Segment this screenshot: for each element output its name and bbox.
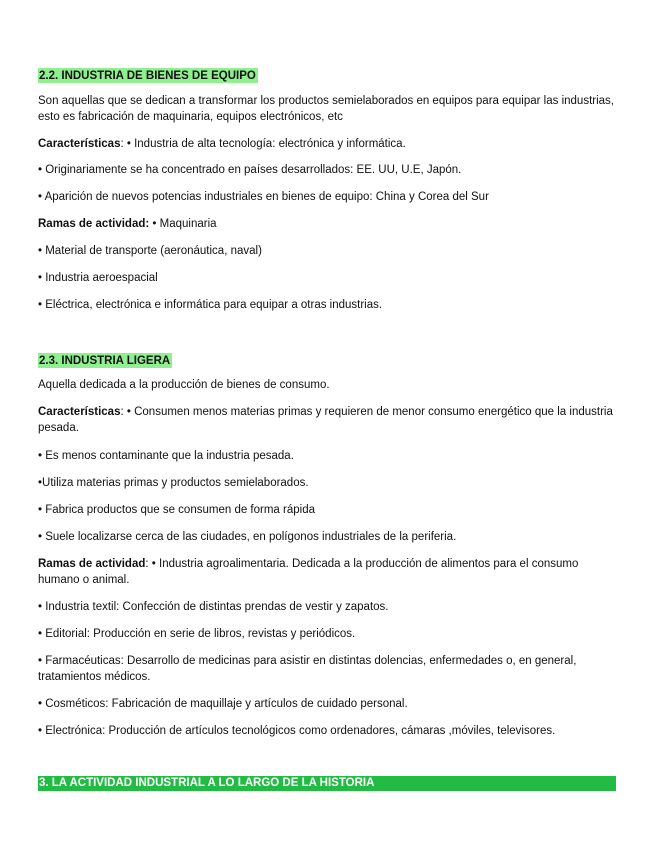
bullet-item: • Eléctrica, electrónica e informática para equipar a otras industrias.	[38, 299, 383, 311]
branches-label: Ramas de actividad	[38, 558, 146, 570]
bullet-item: • Aparición de nuevos potencias industriales en bienes de equipo: China y Corea del Sur	[38, 191, 489, 203]
characteristics-label: Características	[38, 138, 121, 150]
branches-item: • Maquinaria	[149, 218, 217, 230]
bullet-item: • Cosméticos: Fabricación de maquillaje y artículos de cuidado personal.	[38, 698, 408, 710]
section-2-3-branches	[38, 556, 618, 588]
section-heading-2-2-wrap	[38, 66, 618, 84]
bullet-item: • Editorial: Producción en serie de libros, revistas y periódicos.	[38, 628, 356, 640]
section-2-2-branches	[38, 216, 618, 232]
branches-label: Ramas de actividad:	[38, 218, 150, 230]
section-heading-2-3-wrap	[38, 351, 618, 369]
section-2-2-intro: Son aquellas que se dedican a transformar los productos semielaborados en equipos para equipar las industrias, esto es fabricación de maquinaria, equipos electrónicos, etc	[38, 95, 614, 123]
bullet-item: • Fabrica productos que se consumen de forma rápida	[38, 504, 315, 516]
characteristics-item: : • Industria de alta tecnología: electrónica y informática.	[120, 138, 406, 150]
branches-item: : • Industria agroalimentaria. Dedicada a la producción de alimentos para el consumo humano o animal.	[38, 558, 579, 586]
bullet-item: • Electrónica: Producción de artículos tecnológicos como ordenadores, cámaras ,móviles, televisores.	[38, 725, 556, 737]
bullet-item: • Industria textil: Confección de distintas prendas de vestir y zapatos.	[38, 601, 389, 613]
bullet-item: • Suele localizarse cerca de las ciudades, en polígonos industriales de la periferia.	[38, 531, 457, 543]
bullet-item: • Material de transporte (aeronáutica, naval)	[38, 245, 262, 257]
characteristics-item: : • Consumen menos materias primas y requieren de menor consumo energético que la industria pesada.	[38, 406, 613, 434]
bullet-item: •Utiliza materias primas y productos semielaborados.	[38, 477, 309, 489]
section-2-2-characteristics	[38, 136, 618, 152]
section-2-3-characteristics	[38, 404, 618, 436]
section-heading-2-3: 2.3. INDUSTRIA LIGERA	[39, 355, 171, 367]
bullet-item: • Originariamente se ha concentrado en países desarrollados: EE. UU, U.E, Japón.	[38, 164, 462, 176]
section-heading-2-2: 2.2. INDUSTRIA DE BIENES DE EQUIPO	[39, 70, 256, 82]
section-2-3-intro: Aquella dedicada a la producción de bienes de consumo.	[38, 379, 330, 391]
bullet-item: • Industria aeroespacial	[38, 272, 158, 284]
bullet-item: • Es menos contaminante que la industria pesada.	[38, 450, 294, 462]
characteristics-label: Características	[38, 406, 121, 418]
section-heading-3: 3. LA ACTIVIDAD INDUSTRIAL A LO LARGO DE LA HISTORIA	[38, 776, 616, 791]
bullet-item: • Farmacéuticas: Desarrollo de medicinas para asistir en distintas dolencias, enfermedades o, en general, tratamientos médicos.	[38, 655, 577, 683]
